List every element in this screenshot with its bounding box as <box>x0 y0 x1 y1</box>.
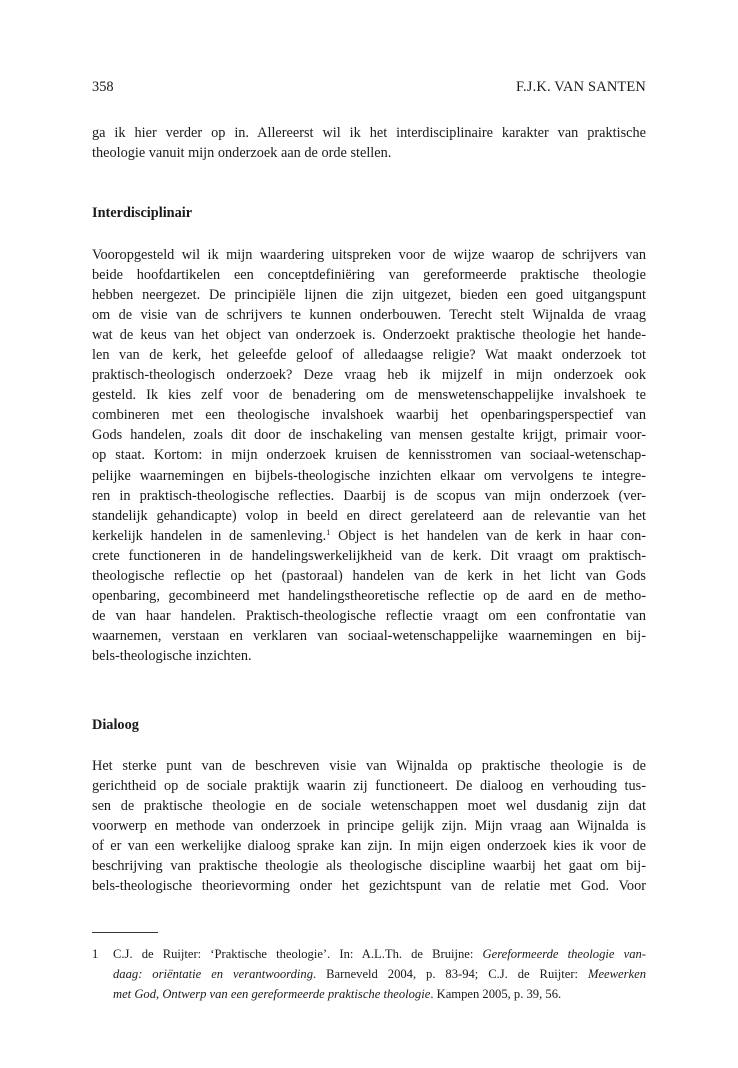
body-line: om de visie van de schrijvers te kunnen onderbouwen. Terecht stelt Wijnalda de vraag <box>92 307 646 324</box>
footnote-italic-run: Gereformeerde theologie van- <box>482 947 646 961</box>
body-line: hebben neergezet. De principiële lijnen die zijn uitgezet, bieden een goed uitgangspunt <box>92 287 646 304</box>
body-line: ren in praktisch-theologische reflecties. Daarbij is de scopus van mijn onderzoek (ver- <box>92 487 646 504</box>
body-line: standelijk gehandicapte) volop in beeld en direct gerelateerd aan de relevantie van het <box>92 507 646 524</box>
section-interdisciplinair-body <box>92 245 646 666</box>
intro-line: ga ik hier verder op in. Allereerst wil ik het interdisciplinaire karakter van praktische <box>92 125 646 141</box>
body-text: kerkelijk handelen in de samenleving. <box>92 527 327 544</box>
footnote-divider <box>92 932 158 933</box>
footnote-line <box>113 984 646 1004</box>
body-line: beide hoofdartikelen een conceptdefiniëring van gereformeerde praktische theologie <box>92 267 646 284</box>
footnote-text-run: C.J. de Ruijter: ‘Praktische theologie’. In: A.L.Th. de Bruijne: <box>113 947 483 961</box>
body-line: sen de praktische theologie en de sociale wetenschappen moet wel dusdanig zijn dat <box>92 798 646 815</box>
body-line: theologische reflectie op het (pastoraal) handelen van de kerk in het licht van Gods <box>92 567 646 584</box>
footnote-reference[interactable]: 1 <box>326 527 331 537</box>
section-heading-dialoog: Dialoog <box>92 717 139 733</box>
body-line: op staat. Kortom: in mijn onderzoek kruisen de kennisstromen van sociaal-wetenschap- <box>92 447 646 464</box>
footnote-number: 1 <box>92 947 99 961</box>
footnote-italic-run: daag: oriëntatie en verantwoording <box>113 967 314 981</box>
body-line: gerichtheid op de sociale praktijk waarin zij functioneert. De dialoog en verhouding tus- <box>92 778 646 795</box>
footnote-text-run: . Kampen 2005, p. 39, 56. <box>430 987 562 1001</box>
body-line: praktisch-theologisch onderzoek? Deze vraag heb ik mijzelf in mijn onderzoek ook <box>92 367 646 384</box>
body-line: bels-theologische inzichten. <box>92 647 252 664</box>
footnote-line <box>113 944 646 964</box>
running-title: F.J.K. VAN SANTEN <box>515 79 646 95</box>
section-dialoog-body <box>92 756 646 896</box>
body-line-with-footnote <box>92 526 646 546</box>
body-line: combineren met een theologische invalshoek waarbij het openbaringsperspectief van <box>92 407 646 424</box>
body-line: crete functioneren in de handelingswerkelijkheid van de kerk. Dit vraagt om praktisch- <box>92 547 646 564</box>
footnote-italic-run: Meewerken <box>587 967 647 981</box>
intro-paragraph <box>92 123 646 163</box>
running-header <box>92 79 646 99</box>
footnote-text <box>113 944 646 1004</box>
body-text: Object is het handelen van de kerk in haar con- <box>330 527 647 544</box>
footnote-italic-run: met God, Ontwerp van een gereformeerde praktische theologie <box>113 987 431 1001</box>
body-line: Het sterke punt van de beschreven visie van Wijnalda op praktische theologie is de <box>92 758 646 774</box>
footnote-line <box>113 964 646 984</box>
intro-line: theologie vanuit mijn onderzoek aan de orde stellen. <box>92 145 392 162</box>
body-line: wat de keus van het object van onderzoek is. Onderzoekt praktische theologie het hande- <box>92 327 646 344</box>
body-line: of er van een werkelijke dialoog sprake kan zijn. In mijn eigen onderzoek kies ik voor de <box>92 838 646 855</box>
section-heading-interdisciplinair: Interdisciplinair <box>92 205 193 221</box>
body-line: Vooropgesteld wil ik mijn waardering uitspreken voor de wijze waarop de schrijvers van <box>92 247 646 263</box>
body-line: gesteld. Ik kies zelf voor de benadering om de menswetenschappelijke invalshoek te <box>92 387 646 404</box>
body-line: beschrijving van praktische theologie als theologische discipline waarbij het gaat om bij- <box>92 858 646 875</box>
body-line: waarnemen, verstaan en verklaren van sociaal-wetenschappelijke waarnemingen en bij- <box>92 627 646 644</box>
body-line: bels-theologische theorievorming onder het gezichtspunt van de relatie met God. Voor <box>92 878 646 895</box>
footnote-text-run: . Barneveld 2004, p. 83-94; C.J. de Ruijter: <box>313 967 588 981</box>
body-line: len van de kerk, het geleefde geloof of alledaagse religie? Wat maakt onderzoek tot <box>92 347 646 364</box>
page-number: 358 <box>92 79 114 95</box>
body-line: de van haar handelen. Praktisch-theologische reflectie vraagt om een confrontatie van <box>92 607 646 624</box>
body-line: pelijke waarnemingen en bijbels-theologische inzichten elkaar om vervolgens te integre- <box>92 467 646 484</box>
body-line: openbaring, gecombineerd met handelingstheoretische reflectie op de aard en de metho- <box>92 587 646 604</box>
body-line: Gods handelen, zoals dit door de inschakeling van mensen gestalte krijgt, primair voor- <box>92 427 646 444</box>
body-line: voorwerp en methode van onderzoek in principe gelijk zijn. Mijn vraag aan Wijnalda is <box>92 818 646 835</box>
